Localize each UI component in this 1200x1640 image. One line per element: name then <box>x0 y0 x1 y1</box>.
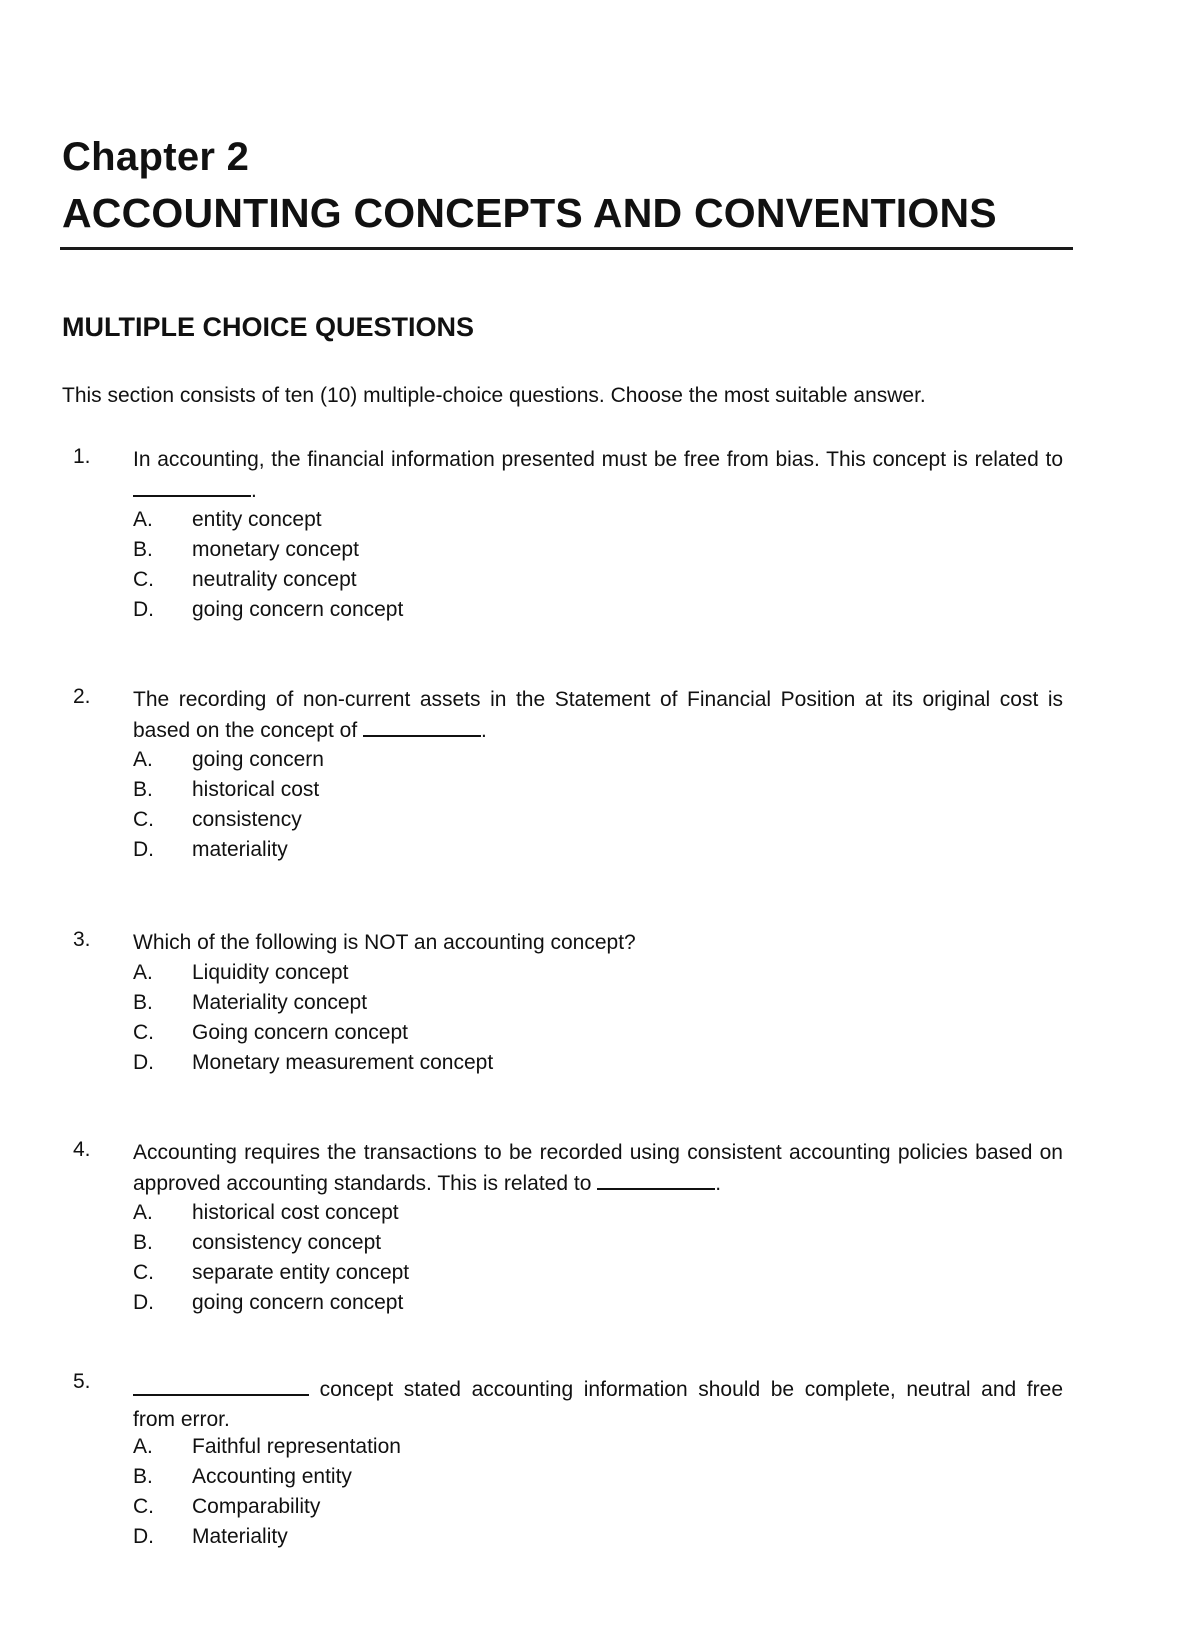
option-letter: C. <box>133 1261 154 1284</box>
option-letter: A. <box>133 508 153 531</box>
option-letter: B. <box>133 1231 153 1254</box>
option-text: Accounting entity <box>192 1465 352 1488</box>
section-heading: MULTIPLE CHOICE QUESTIONS <box>62 312 475 342</box>
option-letter: C. <box>133 808 154 831</box>
question-text <box>133 1138 1063 1199</box>
option-letter: B. <box>133 778 153 801</box>
chapter-label: Chapter 2 <box>62 135 250 179</box>
option-letter: A. <box>133 961 153 984</box>
option-text: Monetary measurement concept <box>192 1051 494 1074</box>
option-text: Liquidity concept <box>192 961 349 984</box>
answer-blank <box>133 475 251 497</box>
option-letter: B. <box>133 1465 153 1488</box>
answer-blank <box>597 1168 715 1190</box>
option-letter: A. <box>133 1435 153 1458</box>
question-text: Which of the following is NOT an accounting concept? <box>133 931 636 954</box>
option-letter: D. <box>133 598 154 621</box>
option-text: materiality <box>192 838 288 861</box>
question-text-part: . <box>715 1172 722 1195</box>
question-text <box>133 685 1063 746</box>
option-text: Going concern concept <box>192 1021 408 1044</box>
option-letter: D. <box>133 838 154 861</box>
option-text: going concern concept <box>192 598 404 621</box>
question-number: 3. <box>73 928 91 951</box>
option-text: going concern concept <box>192 1291 404 1314</box>
option-text: separate entity concept <box>192 1261 410 1284</box>
question-text-part: Accounting requires the transactions to be recorded using consistent accounting policies based on approved accounting standards. This is related to <box>133 1141 1063 1195</box>
question-number: 5. <box>73 1370 91 1393</box>
option-letter: B. <box>133 991 153 1014</box>
option-text: historical cost concept <box>192 1201 399 1224</box>
option-text: historical cost <box>192 778 320 801</box>
option-letter: D. <box>133 1291 154 1314</box>
question-text-part: . <box>481 719 487 742</box>
option-letter: B. <box>133 538 153 561</box>
option-letter: C. <box>133 568 154 591</box>
option-text: going concern <box>192 748 324 771</box>
option-text: entity concept <box>192 508 322 531</box>
section-intro: This section consists of ten (10) multiple-choice questions. Choose the most suitable answer. <box>62 384 926 407</box>
question-number: 1. <box>73 445 91 468</box>
option-text: Materiality <box>192 1525 288 1548</box>
option-text: monetary concept <box>192 538 359 561</box>
option-text: neutrality concept <box>192 568 357 591</box>
option-letter: D. <box>133 1051 154 1074</box>
option-text: consistency concept <box>192 1231 382 1254</box>
option-text: Faithful representation <box>192 1435 401 1458</box>
question-text-part: . <box>251 479 257 502</box>
chapter-title: ACCOUNTING CONCEPTS AND CONVENTIONS <box>62 190 997 236</box>
option-text: consistency <box>192 808 302 831</box>
option-text: Comparability <box>192 1495 321 1518</box>
question-text <box>133 445 1063 506</box>
option-letter: A. <box>133 1201 153 1224</box>
question-text-part: The recording of non-current assets in the Statement of Financial Position at its original cost is based on the concept of <box>133 688 1063 742</box>
option-letter: A. <box>133 748 153 771</box>
option-text: Materiality concept <box>192 991 368 1014</box>
option-letter: C. <box>133 1495 154 1518</box>
question-number: 2. <box>73 685 91 708</box>
option-letter: C. <box>133 1021 154 1044</box>
answer-blank <box>133 1374 309 1396</box>
question-text-part: concept stated accounting information should be complete, neutral and free from error. <box>133 1378 1063 1431</box>
question-text-part: In accounting, the financial information presented must be free from bias. This concept is related to <box>133 448 1063 471</box>
question-text <box>133 1374 1063 1435</box>
title-divider <box>60 247 1073 250</box>
option-letter: D. <box>133 1525 154 1548</box>
answer-blank <box>363 715 481 737</box>
question-number: 4. <box>73 1138 91 1161</box>
